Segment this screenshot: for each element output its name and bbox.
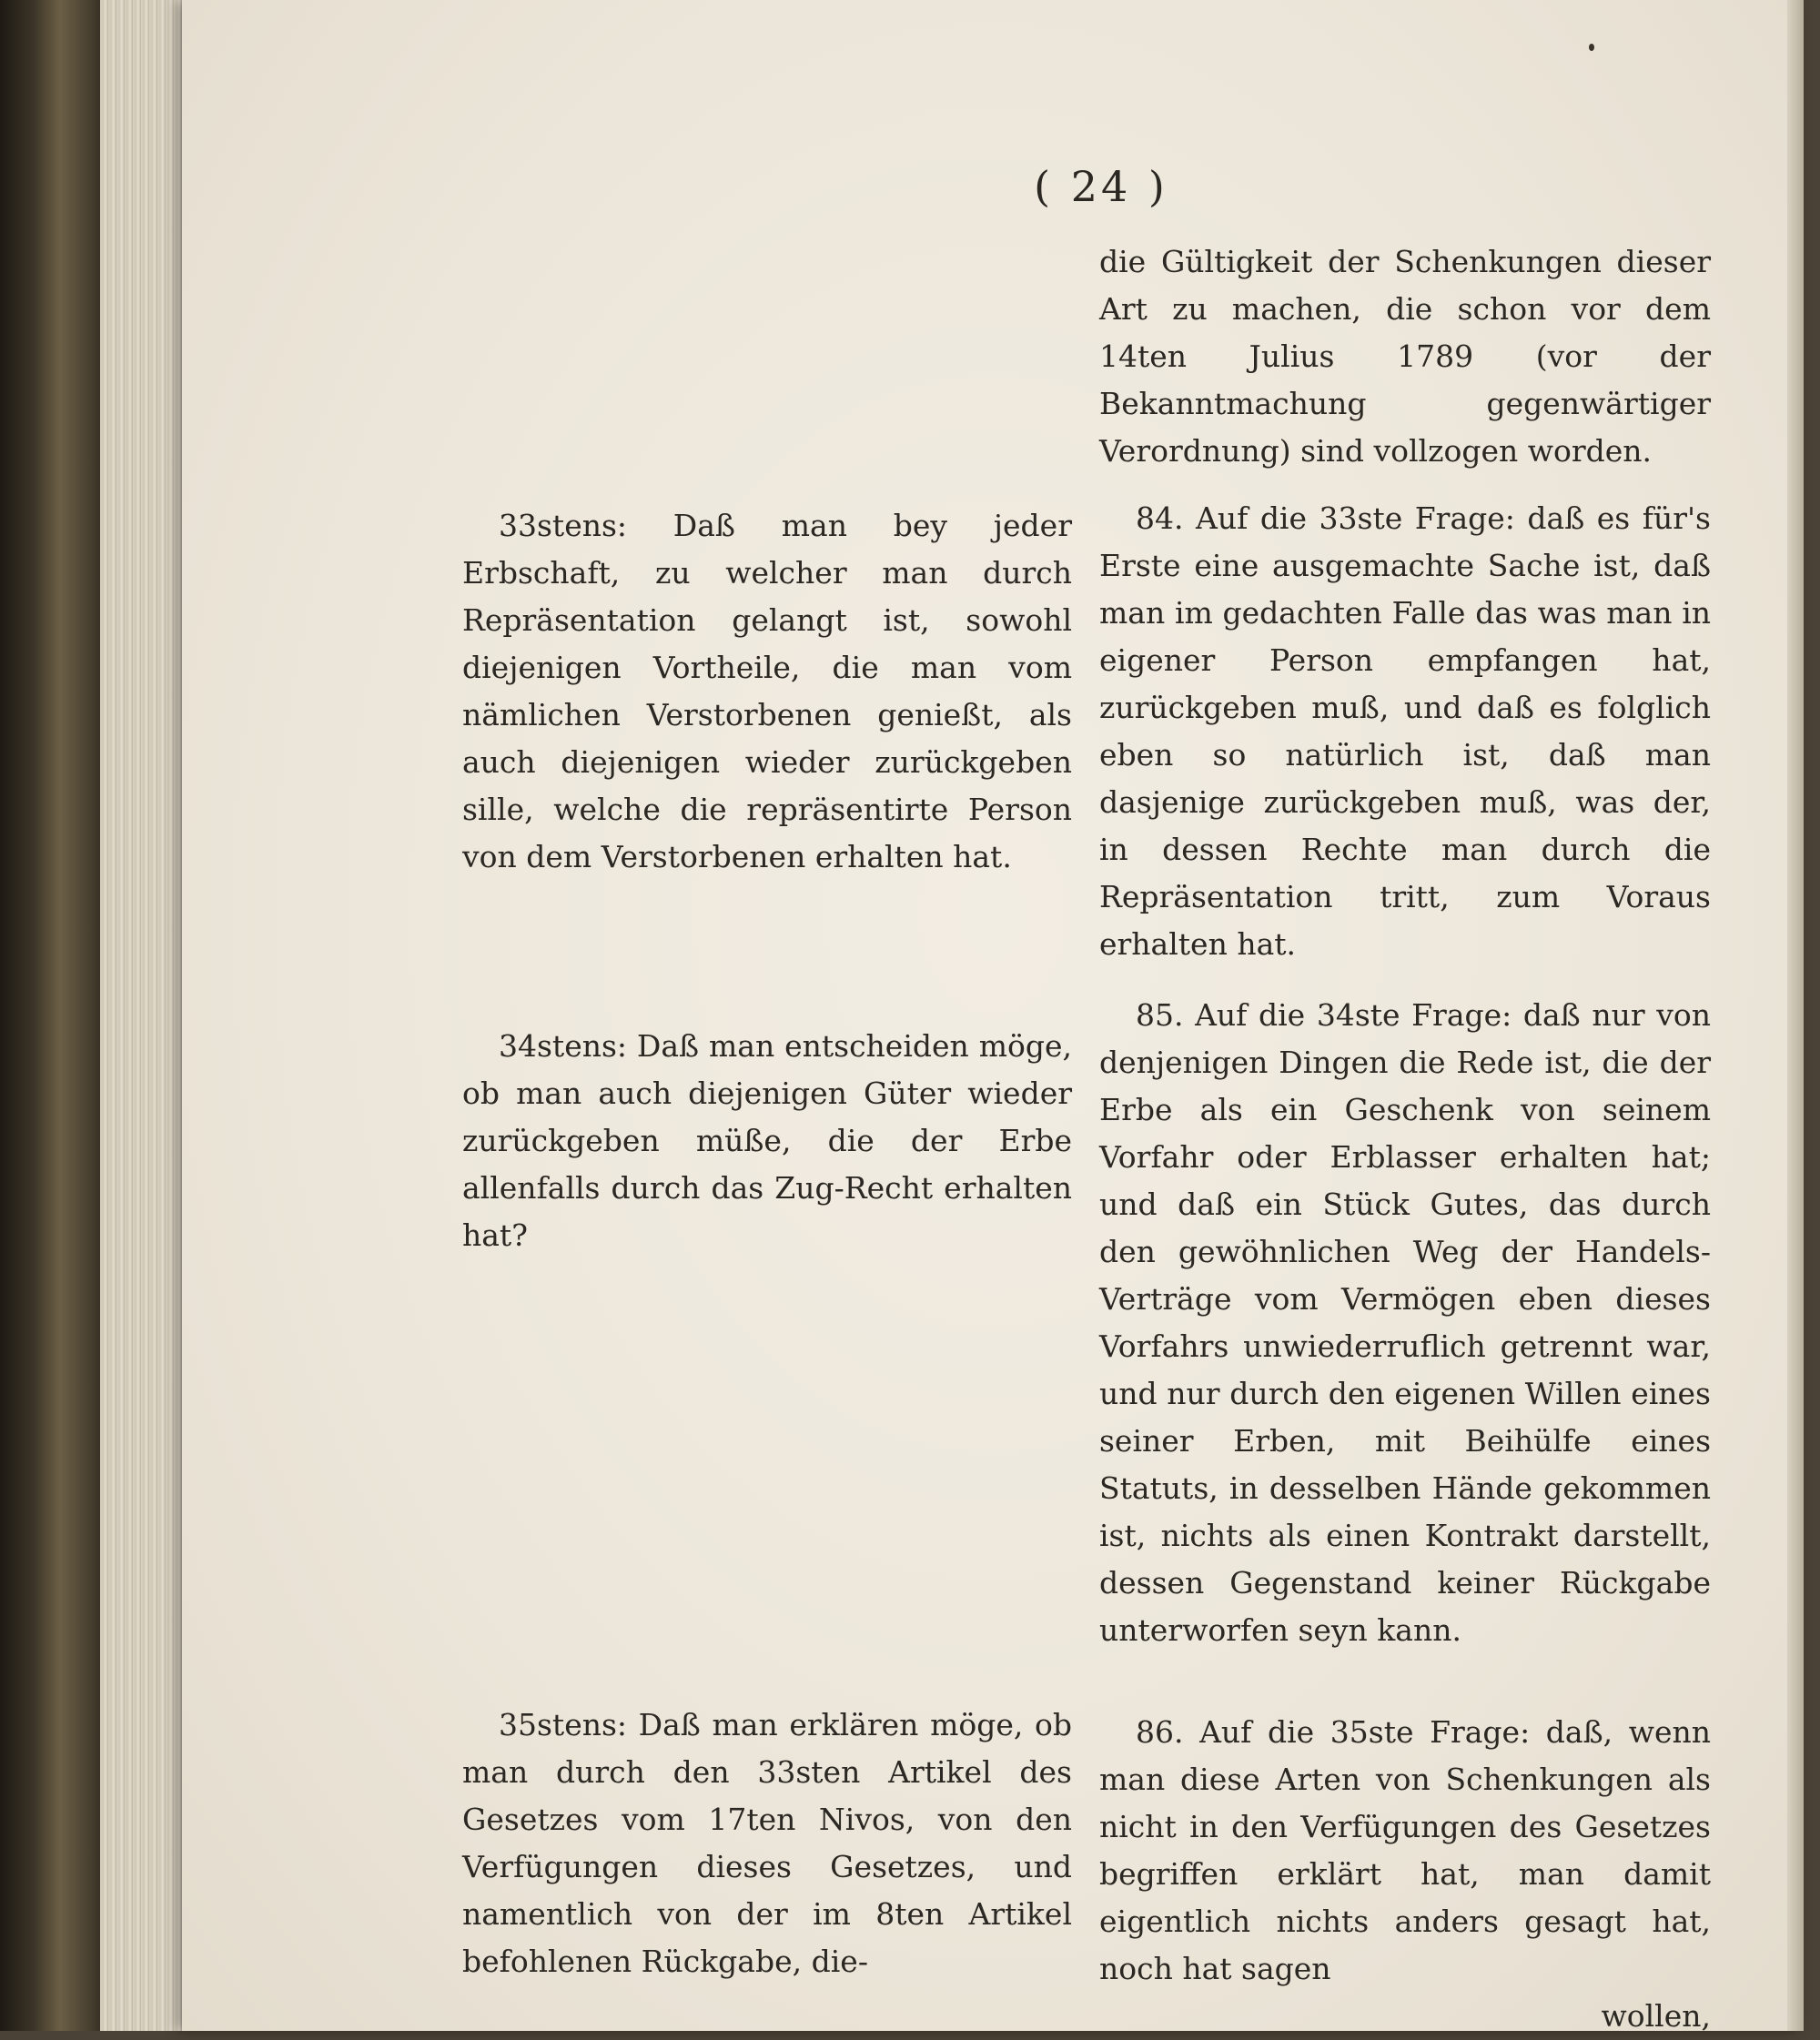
book-cover	[0, 0, 109, 2031]
question-35: 35stens: Daß man erklären möge, ob man durch den 33sten Artikel des Gesetzes vom 17ten Nivos, von den Verfügungen dieses Gesetzes, und namentlich von der im 8ten Artikel befohlenen Rückgabe, die-	[462, 1707, 1072, 1979]
question-34: 34stens: Daß man entscheiden möge, ob man auch diejenigen Güter wieder zurückgeben müße, die der Erbe allenfalls durch das Zug-Recht erhalten hat?	[462, 1028, 1072, 1253]
answer-85: 85. Auf die 34ste Frage: daß nur von denjenigen Dingen die Rede ist, die der Erbe als ein Geschenk von seinem Vorfahr oder Erblasser erhalten hat; und daß ein Stück Gutes, das durch den gewöhnlichen Weg der Handels-Verträge vom Vermögen eben dieses Vorfahrs unwiederruflich getrennt war, und nur durch den eigenen Willen eines seiner Erben, mit Beihülfe eines Statuts, in desselben Hände gekommen ist, nichts als einen Kontrakt darstellt, dessen Gegenstand keiner Rückgabe unterworfen seyn kann.	[1099, 997, 1711, 1648]
page-right-edge	[1787, 0, 1804, 2031]
answer-86: 86. Auf die 35ste Frage: daß, wenn man diese Arten von Schenkungen als nicht in den Verfügungen des Gesetzes begriffen erklärt hat, man damit eigentlich nichts anders gesagt hat, noch hat sagen	[1099, 1714, 1711, 1986]
page-number: ( 24 )	[1034, 162, 1168, 211]
ink-speck	[1589, 44, 1594, 51]
catchword: wollen,	[1601, 1998, 1711, 2034]
answer-84: 84. Auf die 33ste Frage: daß es für's Erste eine ausgemachte Sache ist, daß man im gedachten Falle das was man in eigener Person empfangen hat, zurückgeben muß, und daß es folglich eben so natürlich ist, daß man dasjenige zurückgeben muß, was der, in dessen Rechte man durch die Repräsentation tritt, zum Voraus erhalten hat.	[1099, 500, 1711, 962]
continued-paragraph: die Gültigkeit der Schenkungen dieser Art zu machen, die schon vor dem 14ten Julius 1789 (vor der Bekanntmachung gegenwärtiger Verordnung) sind vollzogen worden.	[1099, 244, 1711, 469]
question-33: 33stens: Daß man bey jeder Erbschaft, zu welcher man durch Repräsentation gelangt ist, sowohl diejenigen Vortheile, die man vom nämlichen Verstorbenen genießt, als auch diejenigen wieder zurückgeben sille, welche die repräsentirte Person von dem Verstorbenen erhalten hat.	[462, 508, 1072, 874]
right-column	[1099, 238, 1711, 2040]
left-column	[462, 502, 1072, 1985]
